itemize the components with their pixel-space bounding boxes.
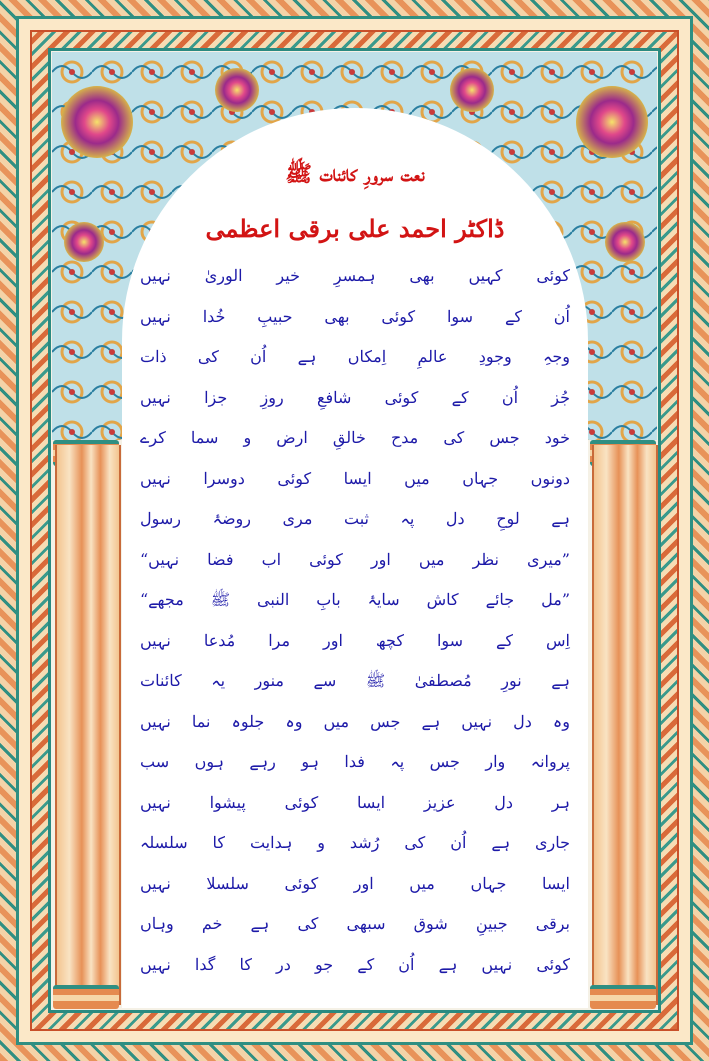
poem-line: وہ دل نہیں ہے جس میں وہ جلوہ نما نہیں (140, 711, 570, 731)
poem-line: دونوں جہاں میں ایسا کوئی دوسرا نہیں (140, 468, 570, 488)
column-right (592, 445, 658, 1005)
poem-line: پروانہ وار جس پہ فدا ہو رہے ہوں سب (140, 752, 570, 771)
poet-name: ڈاکٹر احمد علی برقی اعظمی (205, 214, 505, 243)
poem-line: ہے نورِ مُصطفیٰ ﷺ سے منور یہ کائنات (140, 671, 570, 690)
poem-line: اُن کے سوا کوئی بھی حبیبِ خُدا نہیں (140, 306, 570, 326)
poem-line: جاری ہے اُن کی رُشد و ہدایت کا سلسلہ (140, 833, 570, 852)
poem-line: ”مل جائے کاش سایۂ بابِ النبی ﷺ مجھے“ (140, 590, 570, 609)
rosette-side-left-icon (64, 222, 104, 262)
column-base-left (53, 985, 119, 1009)
poem-line: جُز اُن کے کوئی شافعِ روزِ جزا نہیں (140, 387, 570, 407)
poem-line: اِس کے سوا کچھ اور مرا مُدعا نہیں (140, 630, 570, 650)
poem-line: ایسا جہاں میں اور کوئی سلسلا نہیں (140, 873, 570, 893)
poem-line: ہے لوحِ دل پہ ثبت مری روضۂ رسول (140, 509, 571, 528)
poem-line: ”میری نظر میں اور کوئی اب فضا نہیں“ (140, 549, 570, 569)
poem-title: نعت سرورِ کائنات ﷺ (285, 161, 425, 187)
rosette-top-right-icon (450, 68, 494, 112)
poem-line: ہر دل عزیز ایسا کوئی پیشوا نہیں (140, 792, 570, 812)
poem-line: برقی جبینِ شوق سبھی کی ہے خم وہاں (140, 914, 571, 933)
rosette-side-right-icon (605, 222, 645, 262)
poem-line: خود جس کی مدح خالقِ ارض و سما کرے (140, 428, 570, 447)
poem-body (140, 256, 570, 985)
rosette-top-left-icon (215, 68, 259, 112)
rosette-right-icon (576, 86, 648, 158)
rosette-left-icon (61, 86, 133, 158)
poem-line: وجہِ وجودِ عالمِ اِمکاں ہے اُن کی ذات (140, 347, 570, 366)
poem-line: کوئی کہیں بھی ہمسرِ خیر الوریٰ نہیں (140, 266, 570, 285)
column-left (55, 445, 121, 1005)
column-base-right (590, 985, 656, 1009)
poem-line: کوئی نہیں ہے اُن کے جو در کا گدا نہیں (140, 954, 570, 974)
